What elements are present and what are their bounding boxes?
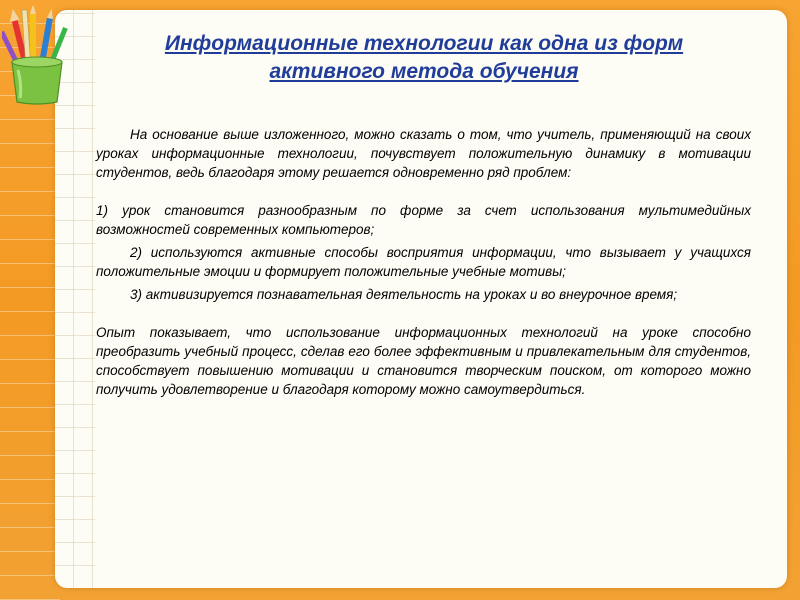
slide-body: [96, 126, 751, 400]
list-item-3: 3) активизируется познавательная деятельность на уроках и во внеурочное время;: [130, 286, 678, 302]
title-line-2: активного метода обучения: [269, 60, 579, 83]
slide-title: [68, 30, 780, 86]
title-line-1: Информационные технологии как одна из форм: [164, 32, 684, 55]
intro-paragraph: На основание выше изложенного, можно сказать о том, что учитель, применяющий на своих уроках информационные технологии, почувствует положительную динамику в мотивации студентов, ведь благодаря этому решается одновременно ряд проблем:: [96, 127, 751, 180]
pencil-cup-icon: [2, 6, 72, 106]
list-item-2: 2) используются активные способы восприятия информации, что вызывает у учащихся положительные эмоции и формирует положительные учебные мотивы;: [96, 244, 751, 279]
conclusion-paragraph: Опыт показывает, что использование информационных технологий на уроке способно преобразить учебный процесс, сделав его более эффективным и привлекательным для студентов, способствует повышению мотивации и становится творческим поиском, от которого можно получить удовлетворение и благодаря которому можно самоутвердиться.: [96, 325, 751, 397]
list-item-1: 1) урок становится разнообразным по форме за счет использования мультимедийных возможностей современных компьютеров;: [96, 203, 751, 238]
